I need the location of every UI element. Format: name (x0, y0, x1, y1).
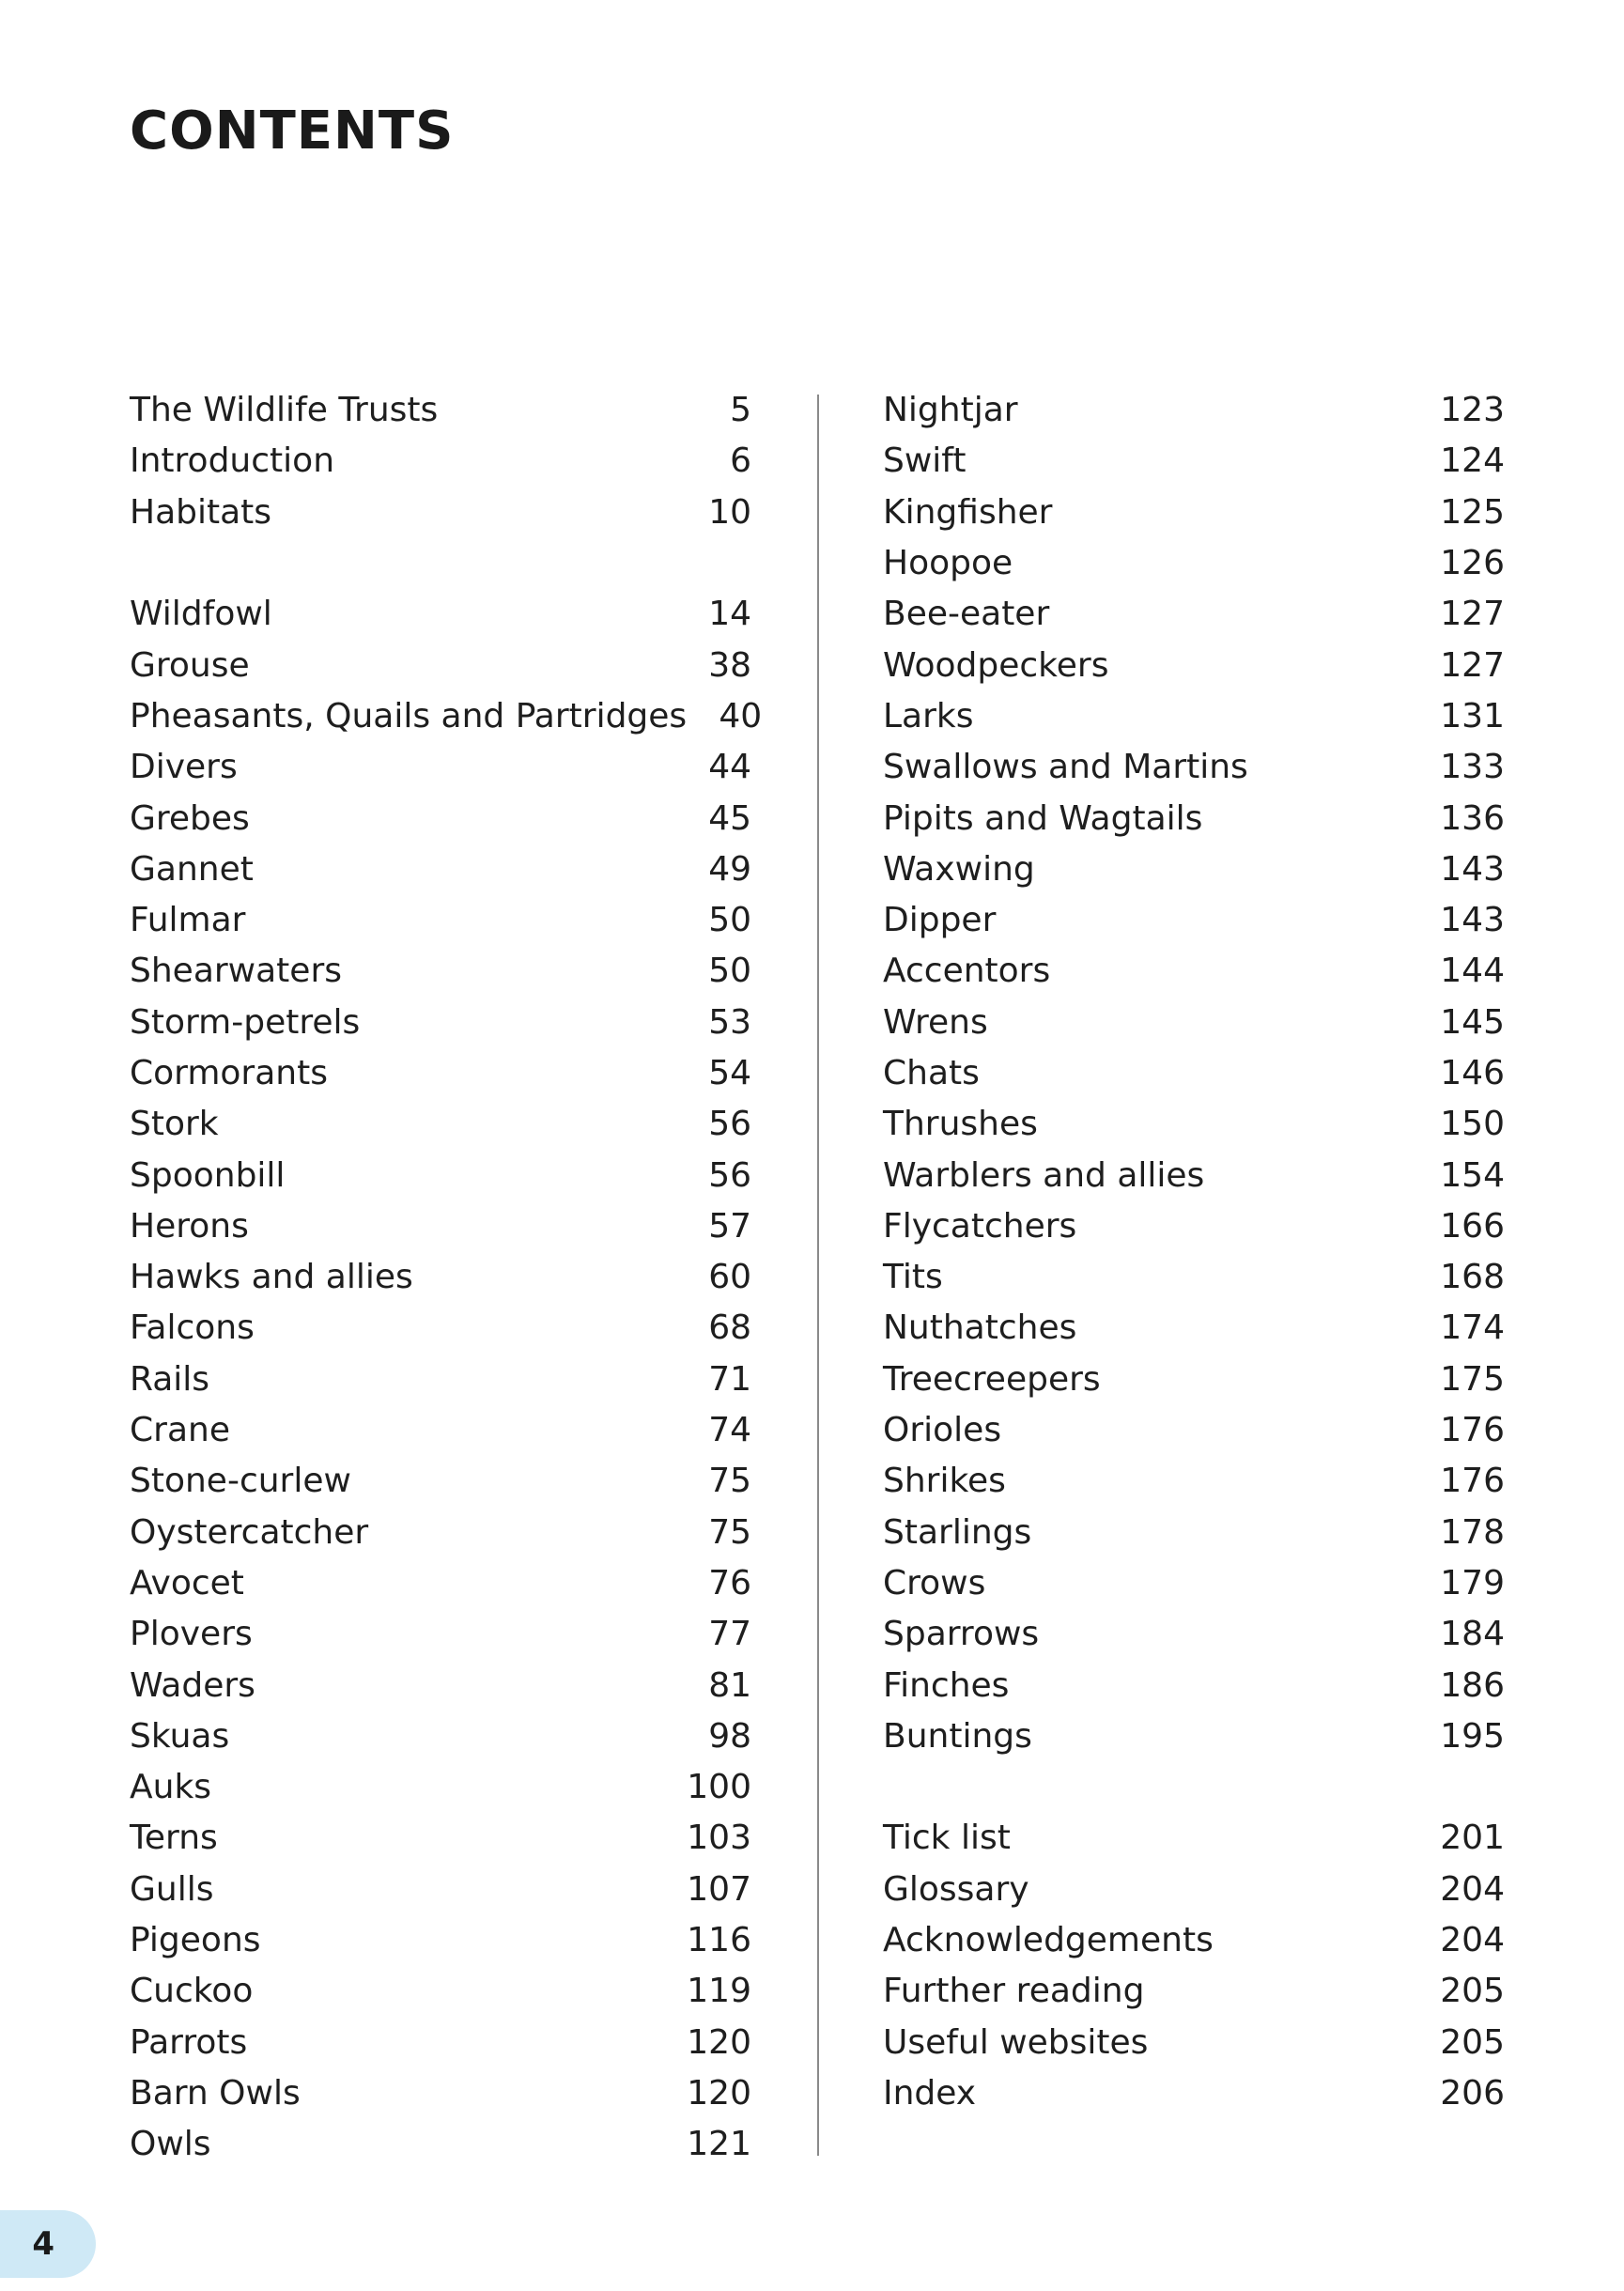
toc-entry-page: 56 (708, 1105, 751, 1144)
toc-entry-title: Buntings (883, 1716, 1032, 1756)
toc-entry-title: Rails (130, 1359, 210, 1399)
toc-entry-page: 176 (1440, 1411, 1505, 1450)
toc-entry (883, 946, 1505, 997)
toc-entry-title: Barn Owls (130, 2073, 301, 2113)
toc-entry-page: 10 (708, 492, 751, 532)
toc-entry (883, 385, 1505, 436)
toc-entry-title: Crows (883, 1563, 986, 1602)
toc-entry (883, 1252, 1505, 1303)
toc-entry-title: Tits (883, 1258, 943, 1297)
toc-entry-title: Thrushes (883, 1105, 1038, 1144)
toc-entry-page: 120 (687, 2022, 751, 2062)
toc-entry (883, 1354, 1505, 1405)
toc-entry-page: 120 (687, 2073, 751, 2113)
toc-section-gap (883, 1762, 1505, 1813)
toc-entry-page: 119 (687, 1972, 751, 2011)
toc-entry-page: 204 (1440, 1921, 1505, 1960)
toc-entry (130, 1813, 751, 1864)
toc-entry-page: 6 (730, 441, 751, 481)
toc-entry-page: 125 (1440, 492, 1505, 532)
toc-entry-page: 38 (708, 645, 751, 685)
toc-entry-title: Auks (130, 1768, 212, 1807)
toc-entry (883, 1150, 1505, 1200)
toc-entry (883, 589, 1505, 640)
toc-entry-page: 107 (687, 1869, 751, 1909)
toc-entry-title: Sparrows (883, 1615, 1040, 1654)
toc-entry-page: 50 (708, 952, 751, 991)
toc-entry-title: Dipper (883, 901, 997, 940)
toc-entry-page: 56 (708, 1155, 751, 1195)
toc-entry-page: 60 (708, 1258, 751, 1297)
toc-entry-page: 179 (1440, 1563, 1505, 1602)
toc-entry-title: Accentors (883, 952, 1051, 991)
toc-entry-title: Owls (130, 2125, 211, 2164)
toc-entry (883, 1609, 1505, 1660)
toc-entry-page: 154 (1440, 1155, 1505, 1195)
toc-entry-title: Stone-curlew (130, 1462, 351, 1501)
toc-entry-title: Plovers (130, 1615, 253, 1654)
toc-entry-title: Oystercatcher (130, 1512, 369, 1552)
toc-entry-page: 175 (1440, 1359, 1505, 1399)
toc-entry-title: Fulmar (130, 901, 246, 940)
toc-entry-page: 136 (1440, 798, 1505, 838)
toc-entry-title: Swift (883, 441, 967, 481)
toc-entry-page: 204 (1440, 1869, 1505, 1909)
toc-entry-title: Woodpeckers (883, 645, 1109, 685)
toc-entry-title: Useful websites (883, 2022, 1149, 2062)
toc-entry-title: Divers (130, 748, 238, 787)
toc-entry-title: Flycatchers (883, 1206, 1077, 1246)
toc-entry-page: 150 (1440, 1105, 1505, 1144)
toc-entry-title: Terns (130, 1819, 218, 1858)
toc-entry-title: The Wildlife Trusts (130, 391, 439, 430)
toc-entry-title: Gannet (130, 849, 254, 889)
toc-entry (130, 2018, 751, 2068)
toc-entry (883, 1711, 1505, 1762)
toc-entry (130, 1201, 751, 1252)
toc-entry-title: Falcons (130, 1308, 255, 1348)
toc-entry-title: Chats (883, 1054, 980, 1092)
toc-entry (130, 895, 751, 946)
toc-entry-title: Index (883, 2073, 977, 2113)
toc-entry (130, 436, 751, 487)
toc-entry (883, 1660, 1505, 1711)
toc-entry-page: 174 (1440, 1308, 1505, 1348)
toc-entry (883, 1558, 1505, 1609)
toc-entry-page: 121 (687, 2125, 751, 2164)
toc-entry-title: Treecreepers (883, 1359, 1101, 1399)
toc-entry (883, 998, 1505, 1048)
toc-entry-title: Shearwaters (130, 952, 343, 991)
toc-entry-page: 116 (687, 1921, 751, 1960)
toc-entry (883, 1099, 1505, 1150)
toc-entry-page: 75 (708, 1462, 751, 1501)
toc-entry (130, 1405, 751, 1456)
toc-entry-title: Nightjar (883, 391, 1018, 430)
toc-entry-title: Grebes (130, 798, 250, 838)
page-number-badge (0, 2210, 96, 2278)
toc-entry-page: 57 (708, 1206, 751, 1246)
toc-entry-title: Wildfowl (130, 595, 272, 634)
column-divider (817, 395, 819, 2156)
toc-entry-title: Pheasants, Quails and Partridges (130, 696, 688, 735)
toc-entry-page: 143 (1440, 901, 1505, 940)
toc-entry-title: Waxwing (883, 849, 1035, 889)
toc-entry (130, 1915, 751, 1966)
toc-entry-page: 45 (708, 798, 751, 838)
toc-entry (130, 488, 751, 538)
toc-entry (130, 844, 751, 895)
toc-entry-page: 126 (1440, 544, 1505, 583)
toc-entry (130, 2119, 751, 2170)
toc-entry (883, 1048, 1505, 1099)
toc-entry (130, 1865, 751, 1915)
toc-entry (883, 1813, 1505, 1864)
toc-entry (883, 793, 1505, 844)
toc-entry-page: 77 (708, 1615, 751, 1654)
toc-entry-page: 98 (708, 1716, 751, 1756)
toc-entry (130, 1456, 751, 1507)
toc-entry-title: Glossary (883, 1869, 1029, 1909)
toc-entry-page: 186 (1440, 1665, 1505, 1705)
toc-entry (883, 691, 1505, 742)
toc-entry (130, 1966, 751, 2017)
toc-entry (130, 589, 751, 640)
toc-entry-page: 205 (1440, 1972, 1505, 2011)
toc-entry-title: Hawks and allies (130, 1258, 413, 1297)
toc-entry (130, 691, 763, 742)
toc-entry-title: Larks (883, 696, 974, 735)
toc-entry-title: Warblers and allies (883, 1155, 1205, 1195)
toc-entry-page: 144 (1440, 952, 1505, 991)
toc-entry (130, 1660, 751, 1711)
toc-entry (130, 998, 751, 1048)
toc-entry (883, 436, 1505, 487)
toc-entry-title: Stork (130, 1105, 219, 1144)
toc-entry (130, 2068, 751, 2119)
toc-entry-page: 143 (1440, 849, 1505, 889)
toc-entry-page: 103 (687, 1819, 751, 1858)
toc-entry-title: Pigeons (130, 1921, 261, 1960)
toc-entry (883, 895, 1505, 946)
toc-entry-page: 40 (719, 696, 763, 735)
toc-entry (883, 1966, 1505, 2017)
toc-entry (883, 1865, 1505, 1915)
toc-entry (883, 640, 1505, 690)
toc-entry-page: 76 (708, 1563, 751, 1602)
toc-entry (130, 742, 751, 793)
contents-right-column (883, 385, 1505, 2119)
toc-entry (883, 1508, 1505, 1558)
toc-entry-title: Tick list (883, 1819, 1011, 1858)
toc-entry-page: 50 (708, 901, 751, 940)
toc-entry-page: 127 (1440, 645, 1505, 685)
toc-entry-page: 168 (1440, 1258, 1505, 1297)
toc-entry-title: Bee-eater (883, 595, 1050, 634)
toc-entry-page: 14 (708, 595, 751, 634)
toc-entry (130, 1711, 751, 1762)
toc-entry-title: Crane (130, 1411, 230, 1450)
toc-entry-page: 205 (1440, 2022, 1505, 2062)
toc-entry-title: Acknowledgements (883, 1921, 1214, 1960)
toc-entry-title: Nuthatches (883, 1308, 1077, 1348)
toc-entry (883, 2068, 1505, 2119)
toc-entry-page: 206 (1440, 2073, 1505, 2113)
toc-entry-page: 195 (1440, 1716, 1505, 1756)
page-number: 4 (32, 2225, 54, 2263)
toc-entry-title: Orioles (883, 1411, 1002, 1450)
toc-entry-page: 127 (1440, 595, 1505, 634)
toc-entry-title: Pipits and Wagtails (883, 798, 1203, 838)
contents-left-column (130, 385, 763, 2170)
toc-entry (883, 1915, 1505, 1966)
toc-entry-page: 123 (1440, 391, 1505, 430)
toc-entry (130, 946, 751, 997)
toc-entry-page: 81 (708, 1665, 751, 1705)
toc-entry (130, 1099, 751, 1150)
toc-entry-title: Storm-petrels (130, 1002, 361, 1042)
toc-entry-page: 176 (1440, 1462, 1505, 1501)
toc-entry-title: Grouse (130, 645, 250, 685)
toc-entry-page: 71 (708, 1359, 751, 1399)
toc-entry-page: 184 (1440, 1615, 1505, 1654)
toc-entry-title: Wrens (883, 1002, 988, 1042)
toc-entry (130, 1508, 751, 1558)
toc-entry (130, 1048, 751, 1099)
toc-entry-page: 145 (1440, 1002, 1505, 1042)
toc-entry-title: Avocet (130, 1563, 244, 1602)
toc-entry-page: 44 (708, 748, 751, 787)
toc-entry-title: Cuckoo (130, 1972, 254, 2011)
toc-entry (883, 488, 1505, 538)
page-title: CONTENTS (130, 101, 455, 162)
toc-entry-title: Starlings (883, 1512, 1032, 1552)
toc-entry (883, 1201, 1505, 1252)
toc-entry (883, 844, 1505, 895)
toc-entry-page: 5 (730, 391, 751, 430)
toc-entry (130, 1762, 751, 1813)
toc-entry-title: Parrots (130, 2022, 248, 2062)
toc-entry (130, 1303, 751, 1354)
toc-entry-page: 54 (708, 1054, 751, 1092)
toc-entry (883, 1303, 1505, 1354)
toc-entry-title: Shrikes (883, 1462, 1006, 1501)
toc-entry-title: Habitats (130, 492, 272, 532)
toc-entry (130, 1354, 751, 1405)
toc-entry-page: 49 (708, 849, 751, 889)
toc-entry-page: 178 (1440, 1512, 1505, 1552)
toc-entry-title: Cormorants (130, 1054, 328, 1092)
toc-entry (883, 1456, 1505, 1507)
toc-entry (130, 385, 751, 436)
toc-section-gap (130, 538, 751, 589)
toc-entry-title: Waders (130, 1665, 255, 1705)
toc-entry-page: 74 (708, 1411, 751, 1450)
toc-entry-page: 124 (1440, 441, 1505, 481)
toc-entry-title: Further reading (883, 1972, 1145, 2011)
toc-entry (130, 1150, 751, 1200)
toc-entry (130, 1252, 751, 1303)
toc-entry-title: Herons (130, 1206, 249, 1246)
toc-entry-page: 100 (687, 1768, 751, 1807)
toc-entry-title: Spoonbill (130, 1155, 286, 1195)
toc-entry (130, 640, 751, 690)
toc-entry-title: Swallows and Martins (883, 748, 1248, 787)
toc-entry-title: Finches (883, 1665, 1010, 1705)
toc-entry-page: 166 (1440, 1206, 1505, 1246)
toc-entry (883, 1405, 1505, 1456)
toc-entry (130, 1609, 751, 1660)
toc-entry-page: 68 (708, 1308, 751, 1348)
toc-entry (883, 538, 1505, 589)
toc-entry (130, 1558, 751, 1609)
toc-entry-title: Gulls (130, 1869, 214, 1909)
toc-entry-title: Introduction (130, 441, 335, 481)
toc-entry-page: 146 (1440, 1054, 1505, 1092)
toc-entry-title: Skuas (130, 1716, 230, 1756)
toc-entry-title: Hoopoe (883, 544, 1013, 583)
toc-entry-page: 75 (708, 1512, 751, 1552)
toc-entry (130, 793, 751, 844)
toc-entry (883, 2018, 1505, 2068)
toc-entry (883, 742, 1505, 793)
toc-entry-page: 201 (1440, 1819, 1505, 1858)
toc-entry-page: 133 (1440, 748, 1505, 787)
toc-entry-title: Kingfisher (883, 492, 1053, 532)
toc-entry-page: 131 (1440, 696, 1505, 735)
toc-entry-page: 53 (708, 1002, 751, 1042)
